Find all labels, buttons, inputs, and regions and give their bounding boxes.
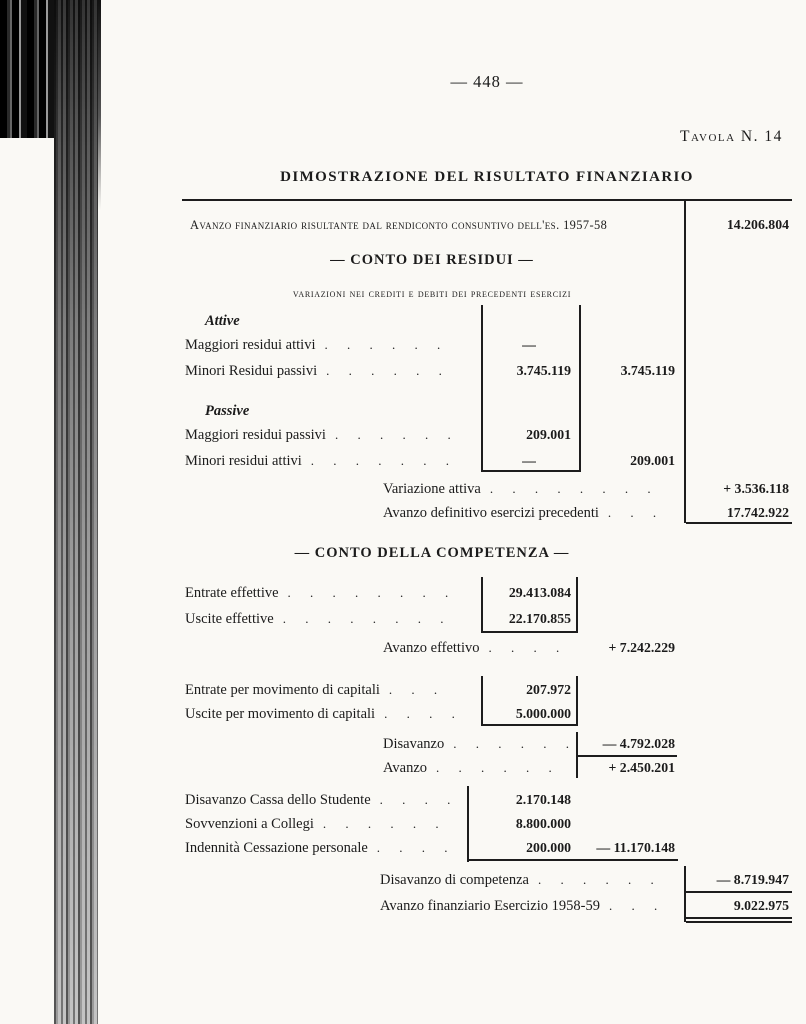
table-row [185, 792, 458, 809]
amount-cell: 22.170.855 [508, 611, 571, 626]
opening-balance-amount: 14.206.804 [726, 217, 789, 232]
row-label: Indennità Cessazione personale [185, 840, 368, 856]
table-row [383, 505, 664, 522]
amount-cell: 9.022.975 [733, 898, 789, 913]
table-row [185, 585, 456, 602]
dot-leader: . . . . . . . . [489, 481, 659, 496]
right-column-divider-top [684, 201, 686, 523]
row-label: Uscite effettive [185, 611, 274, 627]
capitali-box-bottom-line [481, 724, 578, 726]
table-row [185, 816, 447, 833]
effettive-box-right-line [576, 577, 578, 633]
amount-cell: 17.742.922 [726, 505, 789, 520]
row-label: Maggiori residui passivi [185, 427, 326, 443]
page-number: — 448 — [450, 72, 524, 91]
row-label: Minori residui attivi [185, 453, 302, 469]
spese-box-bottom-line [467, 859, 678, 861]
dot-leader: . . . . . . [322, 816, 447, 831]
table-row [185, 337, 448, 354]
table-row [185, 682, 445, 699]
section-title-residui: — CONTO DEI RESIDUI — [330, 252, 534, 268]
amount-cell: 29.413.084 [508, 585, 571, 600]
section-title-competenza: — CONTO DELLA COMPETENZA — [294, 545, 570, 561]
scan-edge-artifact-streak [98, 0, 101, 210]
amount-cell: 200.000 [526, 840, 571, 855]
table-row [383, 736, 577, 753]
residui-box-bottom-line [481, 470, 581, 472]
rule-under-disavanzo-competenza [686, 891, 792, 893]
disavanzo-avanzo-divider-horizontal [576, 755, 677, 757]
group-heading-attive: Attive [205, 313, 240, 329]
amount-cell: 2.170.148 [515, 792, 571, 807]
table-row [383, 760, 560, 777]
amount-cell: 3.745.119 [516, 363, 571, 378]
amount-cell: + 3.536.118 [723, 481, 789, 496]
effettive-box-left-line [481, 577, 483, 633]
amount-cell: 207.972 [526, 682, 571, 697]
capitali-box-left-line [481, 676, 483, 726]
effettive-box-bottom-line [481, 631, 578, 633]
residui-box-right-line [579, 305, 581, 472]
amount-cell: 5.000.000 [515, 706, 571, 721]
table-row [383, 481, 659, 498]
row-label: Variazione attiva [383, 481, 481, 497]
table-row [185, 611, 451, 628]
amount-cell: — [522, 337, 536, 352]
capitali-box-right-line [576, 676, 578, 726]
table-row [185, 427, 459, 444]
dot-leader: . . . . . . [326, 363, 450, 378]
row-label: Maggiori residui attivi [185, 337, 316, 353]
dot-leader: . . . . . . [453, 736, 577, 751]
group-heading-passive: Passive [205, 403, 250, 419]
section-subtitle-residui: variazioni nei crediti e debiti dei precedenti esercizi [292, 287, 572, 300]
double-rule-final-top [686, 917, 792, 919]
row-label: Disavanzo [383, 736, 445, 752]
amount-cell: + 2.450.201 [608, 760, 675, 775]
dot-leader: . . . . . . . . [287, 585, 457, 600]
table-row [185, 840, 456, 857]
row-label: Minori Residui passivi [185, 363, 318, 379]
amount-cell: + 7.242.229 [608, 640, 675, 655]
amount-cell: 209.001 [630, 453, 675, 468]
row-label: Disavanzo di competenza [380, 872, 529, 888]
dot-leader: . . . . [379, 792, 459, 807]
scan-edge-artifact-band [54, 0, 98, 1024]
dot-leader: . . . [607, 505, 665, 520]
residui-box-left-line [481, 305, 483, 472]
dot-leader: . . . [608, 898, 666, 913]
amount-cell: — 4.792.028 [602, 736, 675, 751]
row-label: Avanzo finanziario Esercizio 1958-59 [380, 898, 600, 914]
amount-cell: — 11.170.148 [596, 840, 675, 855]
table-row [380, 872, 662, 889]
dot-leader: . . . . . . [324, 337, 449, 352]
table-row [380, 898, 665, 915]
row-label: Uscite per movimento di capitali [185, 706, 376, 722]
dot-leader: . . . . [384, 706, 463, 721]
rule-under-avanzo-definitivo [686, 522, 792, 524]
amount-cell: 8.800.000 [515, 816, 571, 831]
dot-leader: . . . . . . [537, 872, 662, 887]
row-label: Sovvenzioni a Collegi [185, 816, 314, 832]
dot-leader: . . . . . . [334, 427, 459, 442]
table-row [185, 706, 463, 723]
table-row [383, 640, 567, 657]
row-label: Avanzo effettivo [383, 640, 480, 656]
opening-balance-label: Avanzo finanziario risultante dal rendiconto consuntivo dell'es. 1957-58 [190, 218, 608, 232]
table-row [185, 453, 457, 470]
table-row [185, 363, 450, 380]
row-label: Disavanzo Cassa dello Studente [185, 792, 371, 808]
dot-leader: . . . . . . . [310, 453, 458, 468]
dot-leader: . . . . . . [436, 760, 560, 775]
dot-leader: . . . [388, 682, 446, 697]
double-rule-final-bottom [686, 921, 792, 923]
row-label: Entrate per movimento di capitali [185, 682, 380, 698]
row-label: Avanzo definitivo esercizi precedenti [383, 505, 599, 521]
dot-leader: . . . . [488, 640, 568, 655]
document-title: DIMOSTRAZIONE DEL RISULTATO FINANZIARIO [280, 169, 694, 185]
row-label: Avanzo [383, 760, 428, 776]
rule-under-title [182, 199, 792, 201]
spese-box-left-line [467, 786, 469, 862]
dot-leader: . . . . . . . . [282, 611, 452, 626]
row-label: Entrate effettive [185, 585, 279, 601]
table-number-label: Tavola N. 14 [680, 128, 783, 145]
right-column-divider-bottom [684, 866, 686, 922]
amount-cell: 209.001 [526, 427, 571, 442]
amount-cell: — [522, 453, 536, 468]
amount-cell: — 8.719.947 [716, 872, 789, 887]
dot-leader: . . . . [376, 840, 456, 855]
amount-cell: 3.745.119 [620, 363, 675, 378]
